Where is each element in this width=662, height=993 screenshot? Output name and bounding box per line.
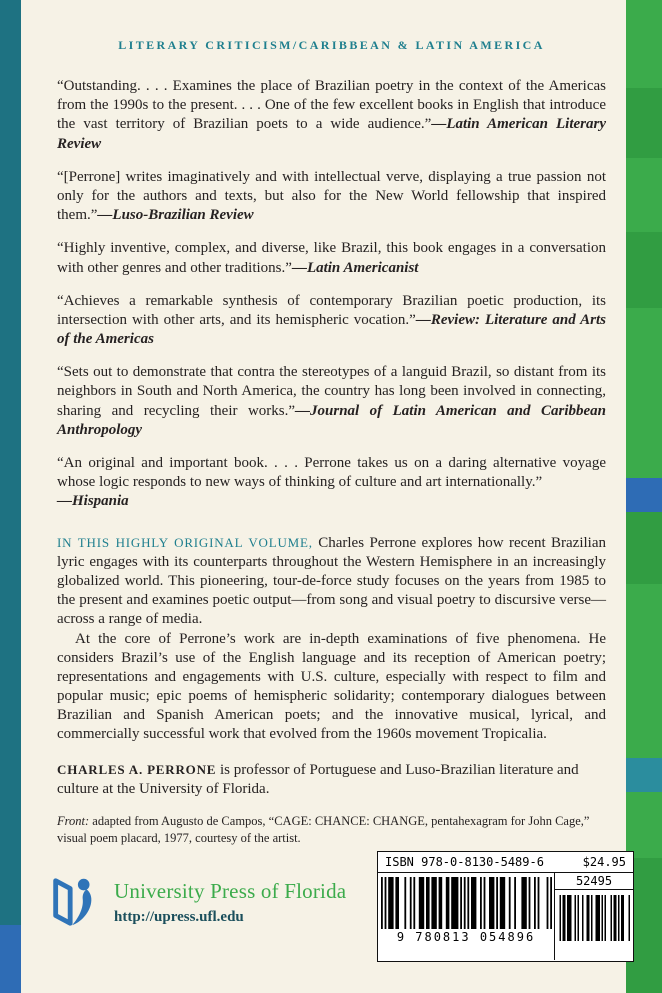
right-stripe-segment	[626, 308, 662, 478]
ean13-digits: 9 780813 054896	[396, 930, 536, 944]
isbn-label: ISBN 978-0-8130-5489-6	[385, 855, 544, 869]
quote-1	[57, 77, 606, 154]
right-stripe-segment	[626, 232, 662, 308]
quote-3	[57, 239, 606, 277]
back-cover-text-column	[57, 30, 606, 846]
credit-text: adapted from Augusto de Campos, “CAGE: CHANCE: CHANGE, pentahexagram for John Cage,” visual poem placard, 1977, courtesy of the artist.	[57, 814, 590, 845]
quote-2	[57, 168, 606, 226]
author-bio	[57, 761, 606, 799]
publisher-name: University Press of Florida	[114, 878, 347, 903]
publisher-logo-block	[46, 872, 346, 932]
barcode-addon-column	[554, 873, 633, 960]
right-stripe-segment	[626, 512, 662, 584]
right-stripe-segment	[626, 0, 662, 88]
left-stripe-blue-segment	[0, 925, 21, 993]
publisher-url: http://upress.ufl.edu	[114, 908, 244, 925]
right-stripe-segment	[626, 792, 662, 858]
quote-text: “An original and important book. . . . Perrone takes us on a daring alternative voyage whose logic responds to new ways of thinking of culture and art internationally.”	[57, 455, 606, 491]
author-bio-text: is professor of Portuguese and Luso-Brazilian literature and culture at the University of Florida.	[57, 761, 579, 797]
description-paragraph-2: At the core of Perrone’s work are in-depth examinations of five phenomena. He considers Brazil’s use of the English language and its reception of American poetry; representations and engagements with U.S. culture, especially with respect to film and popular music; epic poems of hemispheric solidarity; contemporary dialogues between Brazilian and Spanish American poets; and the innovative musical, lyrical, and commercially successful work that evolved from the 1960s movement Tropicalia.	[57, 630, 606, 743]
quote-text: “Outstanding. . . . Examines the place of Brazilian poetry in the context of the Americas from the 1990s to the present. . . . One of the few excellent books in English that introduce the vast territory of Brazilian poets to a wide audience.”	[57, 78, 606, 133]
quote-text: “Sets out to demonstrate that contra the stereotypes of a languid Brazil, so distant from its neighbors in South and North America, the country has long been involved in connecting, sharing and recycling their works.”	[57, 364, 606, 419]
quote-attribution: —Luso-Brazilian Review	[97, 207, 254, 224]
quote-text: “Achieves a remarkable synthesis of contemporary Brazilian poetic production, its intersection with other arts, and its hemispheric vocation.”	[57, 292, 606, 328]
right-stripe-segment	[626, 584, 662, 758]
quote-4	[57, 292, 606, 350]
upf-logo-icon	[46, 872, 104, 932]
ean13-barcode	[381, 877, 552, 929]
description-paragraph-1	[57, 534, 606, 630]
barcode-panel	[377, 851, 634, 962]
author-name: CHARLES A. PERRONE	[57, 761, 217, 777]
right-stripe-teal-segment	[626, 758, 662, 792]
quote-text: “Highly inventive, complex, and diverse, like Brazil, this book engages in a conversation with other genres and other traditions.”	[57, 240, 606, 276]
quote-attribution: —Latin Americanist	[291, 259, 419, 276]
publisher-text	[114, 879, 346, 926]
quote-attribution: —Latin American Literary Review	[57, 116, 606, 152]
right-stripe-blue-segment	[626, 478, 662, 512]
right-edge-stripe	[626, 0, 662, 993]
addon-code: 52495	[555, 873, 633, 890]
left-stripe-teal-segment	[0, 0, 21, 925]
quote-5	[57, 363, 606, 440]
ean5-barcode	[558, 895, 630, 941]
barcode-main-column	[378, 873, 554, 960]
right-stripe-segment	[626, 158, 662, 232]
quote-attribution: —Review: Literature and Arts of the Americas	[57, 311, 606, 348]
quote-attribution: —Hispania	[57, 493, 129, 510]
quote-attribution: —Journal of Latin American and Caribbean Anthropology	[57, 402, 606, 438]
right-stripe-segment	[626, 88, 662, 158]
quote-text: “[Perrone] writes imaginatively and with intellectual verve, displaying a true passion not only for the authors and texts, but also for the New World fellowship that inspired them.”	[57, 168, 606, 224]
quote-6	[57, 454, 606, 512]
barcode-header	[378, 852, 633, 873]
credit-lead: Front:	[57, 814, 90, 828]
category-label: LITERARY CRITICISM/CARIBBEAN & LATIN AMERICA	[118, 38, 545, 52]
price-label: $24.95	[582, 855, 626, 869]
barcode-body	[378, 873, 633, 960]
description-lead: IN THIS HIGHLY ORIGINAL VOLUME,	[57, 534, 313, 550]
cover-credit	[57, 813, 597, 846]
description-text: Charles Perrone explores how recent Brazilian lyric engages with its counterparts throughout the Western Hemisphere in an increasingly globalized world. This pioneering, tour-de-force study focuses on the years from 1985 to the present and examines poetic output—from song and visual poetry to discursive verse—across a range of media.	[57, 534, 606, 628]
left-spine-stripe	[0, 0, 21, 993]
